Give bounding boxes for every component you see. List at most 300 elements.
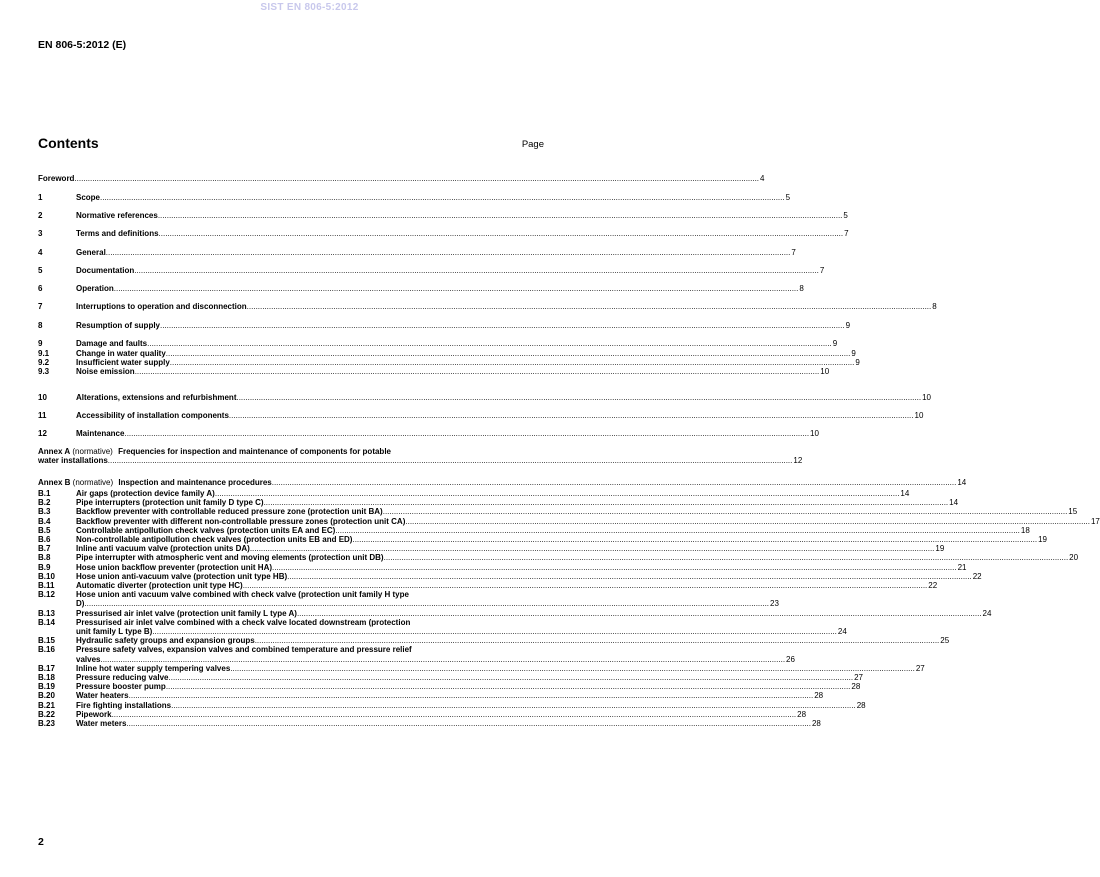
toc-link[interactable] <box>38 535 1047 544</box>
annex-label: Annex A <box>38 447 71 456</box>
toc-line <box>76 571 982 581</box>
toc-link[interactable] <box>38 700 866 710</box>
toc-page-number: 14 <box>949 498 959 508</box>
toc-line <box>76 411 924 420</box>
toc-entry-number: 12 <box>38 429 47 438</box>
toc-page-number: 20 <box>1069 553 1079 563</box>
dot-leader <box>236 393 921 402</box>
dot-leader <box>126 719 811 728</box>
toc-entry-title: Alterations, extensions and refurbishment <box>76 393 237 402</box>
toc-line <box>76 489 910 498</box>
toc-line <box>76 627 847 636</box>
toc-page-number: 7 <box>819 266 825 275</box>
toc-link[interactable] <box>38 645 795 664</box>
toc-entry-title: Interruptions to operation and disconnection <box>76 302 247 311</box>
toc-page-number: 5 <box>785 193 791 202</box>
toc-entry <box>76 516 1100 526</box>
toc-entry-number: 11 <box>38 411 47 420</box>
toc-entry <box>76 571 982 581</box>
toc-link[interactable] <box>38 302 937 311</box>
toc-entry-number: B.23 <box>38 719 55 728</box>
toc-entry-number: B.18 <box>38 673 55 682</box>
toc-entry <box>76 719 821 728</box>
toc-entry-title: Pressure safety valves, expansion valves and combined temperature and pressure relief <box>76 645 412 655</box>
toc-line <box>76 349 856 358</box>
toc-link[interactable] <box>38 284 804 293</box>
annex-kind: (normative) <box>70 447 116 456</box>
dot-leader <box>114 284 799 293</box>
toc-line <box>76 553 1079 563</box>
dot-leader <box>335 526 1020 535</box>
toc-entry-number: 4 <box>38 248 43 257</box>
toc-link[interactable] <box>38 339 838 348</box>
toc-entry-title: unit family L type B) <box>76 627 153 636</box>
toc-page-number: 22 <box>972 571 982 581</box>
toc-line <box>38 456 803 466</box>
dot-leader <box>384 553 1069 562</box>
toc-entry <box>76 349 856 358</box>
toc-page-number: 9 <box>851 349 856 358</box>
toc-page-number: 8 <box>799 284 804 293</box>
toc-entry-title: Hose union anti-vacuum valve (protection unit type HB) <box>76 571 288 581</box>
dot-leader <box>352 535 1037 544</box>
toc-line <box>76 636 950 646</box>
toc-line <box>76 284 804 293</box>
toc-link[interactable] <box>38 498 959 508</box>
toc-entry <box>76 691 824 701</box>
toc-entry-title: Water meters <box>76 719 127 728</box>
toc-line <box>76 719 821 728</box>
dot-leader <box>106 248 791 257</box>
toc-entry-number: 9.1 <box>38 349 50 358</box>
toc-entry-number: B.4 <box>38 516 51 526</box>
toc-entry-number: 9 <box>38 339 43 348</box>
toc-entry-title: Operation <box>76 284 114 293</box>
toc-line <box>38 174 765 183</box>
toc-page-number: 19 <box>1038 535 1047 544</box>
toc-entry <box>76 525 1030 535</box>
toc-entry-title: Noise emission <box>76 367 135 376</box>
toc-line <box>76 590 545 599</box>
toc-link[interactable] <box>38 489 910 498</box>
toc-entry-title: Pressurised air inlet valve combined with a check valve located downstream (protection <box>76 617 411 627</box>
toc-line <box>76 429 819 438</box>
toc-entry-title: Inline anti vacuum valve (protection units DA) <box>76 544 250 554</box>
toc-entry-title: Backflow preventer with controllable reduced pressure zone (protection unit BA) <box>76 507 383 517</box>
toc-entry <box>76 682 861 692</box>
toc-page-number: 18 <box>1020 525 1030 535</box>
toc-line <box>76 507 1078 517</box>
toc-line <box>76 599 779 609</box>
toc-entry-number: B.6 <box>38 535 51 544</box>
toc-entry-number: B.5 <box>38 525 51 535</box>
toc-entry-title: Automatic diverter (protection unit type HC) <box>76 581 243 590</box>
toc-page-number: 15 <box>1068 507 1078 517</box>
dot-leader <box>272 478 957 487</box>
toc-line <box>76 544 945 554</box>
toc-page-number: 10 <box>922 393 931 402</box>
toc-entry-number: B.11 <box>38 581 55 590</box>
toc-line <box>76 700 866 710</box>
toc-page-number: 8 <box>932 302 937 311</box>
dot-leader <box>160 321 845 330</box>
toc-line <box>76 358 860 367</box>
toc-entry-title: Pressure booster pump <box>76 682 166 692</box>
toc-entry-title: Pipework <box>76 709 112 719</box>
toc-entry-title: Non-controllable antipollution check valves (protection units EB and ED) <box>76 535 353 544</box>
toc-entry <box>76 193 791 202</box>
dot-leader <box>159 229 844 238</box>
toc-line <box>76 266 825 275</box>
toc-link[interactable] <box>38 553 1079 563</box>
toc-link[interactable] <box>38 719 821 728</box>
toc-entry-title: Pressure reducing valve <box>76 673 169 682</box>
toc-link-annex-b[interactable] <box>38 478 967 487</box>
toc-line <box>76 691 824 701</box>
toc-entry-title: Pressurised air inlet valve (protection unit family L type A) <box>76 608 297 618</box>
toc-link[interactable] <box>38 544 945 554</box>
dot-leader <box>152 627 837 636</box>
toc-link[interactable] <box>38 411 924 420</box>
toc-entry-title: Normative references <box>76 211 158 220</box>
toc-entry <box>76 367 830 376</box>
toc-page-number: 22 <box>928 581 938 590</box>
toc-entry <box>38 456 803 466</box>
toc-line <box>76 654 795 664</box>
toc-entry <box>76 663 925 673</box>
toc-line <box>76 498 959 508</box>
dot-leader <box>264 498 949 507</box>
toc-entry-title: water installations <box>38 456 108 466</box>
toc-page-number: 27 <box>915 663 925 673</box>
toc-entry <box>76 608 992 618</box>
toc-entry-number: B.17 <box>38 663 55 673</box>
toc-entry-number: B.15 <box>38 636 55 646</box>
toc-line <box>76 682 861 692</box>
toc-link[interactable] <box>38 248 796 257</box>
toc-entry <box>76 636 950 646</box>
dot-leader <box>287 572 972 581</box>
toc-link[interactable] <box>38 174 765 183</box>
toc-entry-title: Resumption of supply <box>76 321 160 330</box>
page-column-label: Page <box>521 139 544 150</box>
toc-line <box>76 663 925 673</box>
toc-entry <box>76 411 924 420</box>
dot-leader <box>272 563 957 572</box>
toc-entry-number: B.12 <box>38 590 55 600</box>
toc-page-number: 17 <box>1090 516 1100 526</box>
toc-line <box>76 618 545 627</box>
toc-page-number: 23 <box>770 599 779 609</box>
toc-line <box>76 211 848 220</box>
toc-entry <box>76 489 910 498</box>
toc-page-number: 5 <box>843 211 848 220</box>
toc-line <box>76 516 1100 526</box>
toc-entry-title: Fire fighting installations <box>76 700 172 710</box>
toc-link[interactable] <box>38 349 856 358</box>
toc-line <box>76 562 967 572</box>
dot-leader <box>84 599 769 608</box>
toc-entry-number: B.9 <box>38 562 51 572</box>
toc-page-number: 7 <box>791 248 796 257</box>
toc-entry-number: 9.3 <box>38 367 50 376</box>
toc-entry-number: B.21 <box>38 700 55 710</box>
toc-entry-title: Damage and faults <box>76 339 148 348</box>
toc-entry <box>76 617 847 636</box>
annex-kind: (normative) <box>70 478 116 487</box>
watermark: SIST EN 806-5:2012 <box>260 2 359 13</box>
dot-leader <box>134 266 819 275</box>
toc-page-number: 14 <box>957 478 967 487</box>
toc-entry-title: Pipe interrupters (protection unit family D type C) <box>76 498 264 508</box>
dot-leader <box>74 174 759 183</box>
toc-line <box>76 525 1030 535</box>
toc-line <box>76 673 863 682</box>
toc-line <box>38 447 545 456</box>
toc-entry <box>76 562 967 572</box>
toc-entry-number: B.20 <box>38 691 55 701</box>
dot-leader <box>230 664 915 673</box>
toc-page-number: 19 <box>935 544 945 554</box>
dot-leader <box>166 682 851 691</box>
toc-entry <box>76 581 938 590</box>
annex-label: Annex B <box>38 478 71 487</box>
dot-leader <box>166 349 851 358</box>
toc-line <box>76 367 830 376</box>
toc-line <box>76 321 851 330</box>
toc-entry <box>76 266 825 275</box>
toc-entry-number: B.16 <box>38 645 55 655</box>
dot-leader <box>129 691 814 700</box>
toc-entry <box>76 700 866 710</box>
toc-entry <box>76 229 849 238</box>
toc-entry-number: 6 <box>38 284 43 293</box>
toc-entry-number: B.19 <box>38 682 55 692</box>
toc-line <box>76 229 849 238</box>
toc-link[interactable] <box>38 562 967 572</box>
toc-entry <box>76 321 851 330</box>
toc-link[interactable] <box>38 516 1100 526</box>
toc-page-number: 9 <box>855 358 860 367</box>
toc-entry <box>76 507 1078 517</box>
toc-entry <box>76 645 795 664</box>
toc-link[interactable] <box>38 367 830 376</box>
toc-line <box>76 302 937 311</box>
toc-line <box>76 608 992 618</box>
toc-page-number: 24 <box>982 608 992 618</box>
toc-entry-title: Backflow preventer with different non-controllable pressure zones (protection unit CA) <box>76 516 406 526</box>
dot-leader <box>147 339 832 348</box>
toc-page-number: 14 <box>900 489 910 498</box>
toc-link[interactable] <box>38 211 848 220</box>
toc-entry <box>76 498 959 508</box>
toc-link[interactable] <box>38 571 982 581</box>
toc-entry <box>76 358 860 367</box>
toc-link[interactable] <box>38 507 1078 517</box>
toc-link[interactable] <box>38 429 819 438</box>
toc-link[interactable] <box>38 525 1030 535</box>
toc-link[interactable] <box>38 581 938 590</box>
toc-entry <box>76 709 807 719</box>
toc-line <box>76 709 807 719</box>
dot-leader <box>250 544 935 553</box>
toc-entry <box>76 429 819 438</box>
dot-leader <box>170 358 855 367</box>
toc-page-number: 28 <box>856 700 866 710</box>
annex-title: Frequencies for inspection and maintenance of components for potable <box>118 447 391 456</box>
toc-link[interactable] <box>38 193 791 202</box>
toc-page-number: 10 <box>820 367 830 376</box>
dot-leader <box>405 517 1090 526</box>
toc-entry-title: Hydraulic safety groups and expansion groups <box>76 636 255 646</box>
toc-entry-title: Maintenance <box>76 429 125 438</box>
toc-page-number: 28 <box>797 709 807 719</box>
toc-entry-number: 1 <box>38 193 43 202</box>
toc-entry-title: Inline hot water supply tempering valves <box>76 663 231 673</box>
dot-leader <box>297 609 982 618</box>
toc-link[interactable] <box>38 636 950 646</box>
toc-entry <box>76 302 937 311</box>
toc-page-number: 28 <box>851 682 861 692</box>
dot-leader <box>243 581 928 590</box>
toc-line <box>76 645 545 654</box>
toc-page-number: 4 <box>760 174 765 183</box>
toc-entry-number: B.10 <box>38 571 55 581</box>
toc-entry <box>76 590 779 609</box>
toc-entry-title: Documentation <box>76 266 135 275</box>
toc-entry-number: 8 <box>38 321 43 330</box>
toc-line <box>76 339 838 348</box>
dot-leader <box>171 701 856 710</box>
toc-page-number: 24 <box>837 627 847 636</box>
dot-leader <box>112 710 797 719</box>
toc-page-number: 25 <box>940 636 950 646</box>
toc-link[interactable] <box>38 691 824 701</box>
dot-leader <box>100 655 785 664</box>
toc-link[interactable] <box>38 393 931 402</box>
dot-leader <box>247 302 932 311</box>
toc-page-number: 10 <box>914 411 924 420</box>
page-number: 2 <box>38 836 44 848</box>
dot-leader <box>100 193 785 202</box>
toc-entry-number: 2 <box>38 211 43 220</box>
toc-entry <box>76 673 863 682</box>
dot-leader <box>229 411 914 420</box>
toc-entry-number: 9.2 <box>38 358 50 367</box>
toc-entry-number: B.22 <box>38 709 55 719</box>
toc-page-number: 27 <box>854 673 863 682</box>
dot-leader <box>108 456 793 465</box>
annex-title: Inspection and maintenance procedures <box>118 478 272 487</box>
toc-entry-title: Pipe interrupter with atmospheric vent and moving elements (protection unit DB) <box>76 553 384 563</box>
toc-line <box>38 478 967 487</box>
toc-link[interactable] <box>38 709 807 719</box>
toc-entry-title: Air gaps (protection device family A) <box>76 489 215 498</box>
toc-entry <box>76 553 1079 563</box>
toc-link[interactable] <box>38 673 863 682</box>
toc-entry-title: Terms and definitions <box>76 229 159 238</box>
toc-entry-number: 7 <box>38 302 43 311</box>
toc-entry-title: Water heaters <box>76 691 129 701</box>
toc-entry <box>76 544 945 554</box>
toc-entry-number: 10 <box>38 393 47 402</box>
toc-page-number: 26 <box>786 654 795 664</box>
toc-entry-title: General <box>76 248 106 257</box>
toc-entry <box>76 339 838 348</box>
toc-link[interactable] <box>38 358 860 367</box>
toc-link[interactable] <box>38 229 849 238</box>
toc-page-number: 10 <box>810 429 819 438</box>
toc-page-number: 28 <box>811 719 821 728</box>
toc-link[interactable] <box>38 617 847 636</box>
toc-entry-number: B.2 <box>38 498 51 508</box>
toc-line <box>76 393 931 402</box>
toc-entry-title: valves <box>76 654 101 664</box>
toc-link[interactable] <box>38 663 925 673</box>
toc-entry-number: B.7 <box>38 544 51 554</box>
toc-link-annex-a[interactable] <box>38 447 803 466</box>
toc-entry-number: B.8 <box>38 553 51 563</box>
toc-page-number: 28 <box>814 691 824 701</box>
dot-leader <box>135 367 820 376</box>
toc-page-number: 9 <box>845 321 851 330</box>
toc-entry-number: 3 <box>38 229 43 238</box>
toc-page-number: 12 <box>793 456 803 466</box>
toc-entry-number: B.1 <box>38 489 51 498</box>
toc-entry-title: Insufficient water supply <box>76 358 170 367</box>
toc-entry <box>38 174 765 183</box>
toc-entry-title: D) <box>76 599 85 609</box>
dot-leader <box>383 507 1068 516</box>
toc-page-number: 7 <box>844 229 849 238</box>
toc-link[interactable] <box>38 682 861 692</box>
contents-heading: Contents <box>38 135 99 151</box>
toc-link[interactable] <box>38 590 779 609</box>
dot-leader <box>255 636 940 645</box>
toc-entry-number: B.14 <box>38 617 55 627</box>
toc-link[interactable] <box>38 266 825 275</box>
toc-entry <box>76 393 931 402</box>
toc-entry-number: 5 <box>38 266 43 275</box>
toc-link[interactable] <box>38 608 992 618</box>
toc-entry-title: Accessibility of installation components <box>76 411 229 420</box>
toc-entry-title: Change in water quality <box>76 349 166 358</box>
toc-entry-title: Controllable antipollution check valves (protection units EA and EC) <box>76 525 336 535</box>
toc-page-number: 21 <box>957 562 967 572</box>
toc-entry-title: Hose union anti vacuum valve combined with check valve (protection unit family H type <box>76 590 409 600</box>
toc-line <box>76 248 796 257</box>
dot-leader <box>215 489 900 498</box>
toc-link[interactable] <box>38 321 851 330</box>
toc-entry <box>76 284 804 293</box>
toc-page-number: 9 <box>832 339 838 348</box>
toc-entry <box>76 535 1047 544</box>
toc-line <box>76 193 791 202</box>
dot-leader <box>158 211 843 220</box>
toc-entry-title: Foreword <box>38 174 75 183</box>
toc-entry-number: B.13 <box>38 608 55 618</box>
toc-entry-title: Hose union backflow preventer (protection unit HA) <box>76 562 273 572</box>
toc-line <box>76 535 1047 544</box>
toc-entry <box>76 248 796 257</box>
dot-leader <box>169 673 854 682</box>
toc-entry-number: B.3 <box>38 507 51 517</box>
toc-entry-title: Scope <box>76 193 101 202</box>
toc-entry <box>76 211 848 220</box>
document-id: EN 806-5:2012 (E) <box>38 39 127 51</box>
dot-leader <box>124 429 809 438</box>
toc-line <box>76 581 938 590</box>
